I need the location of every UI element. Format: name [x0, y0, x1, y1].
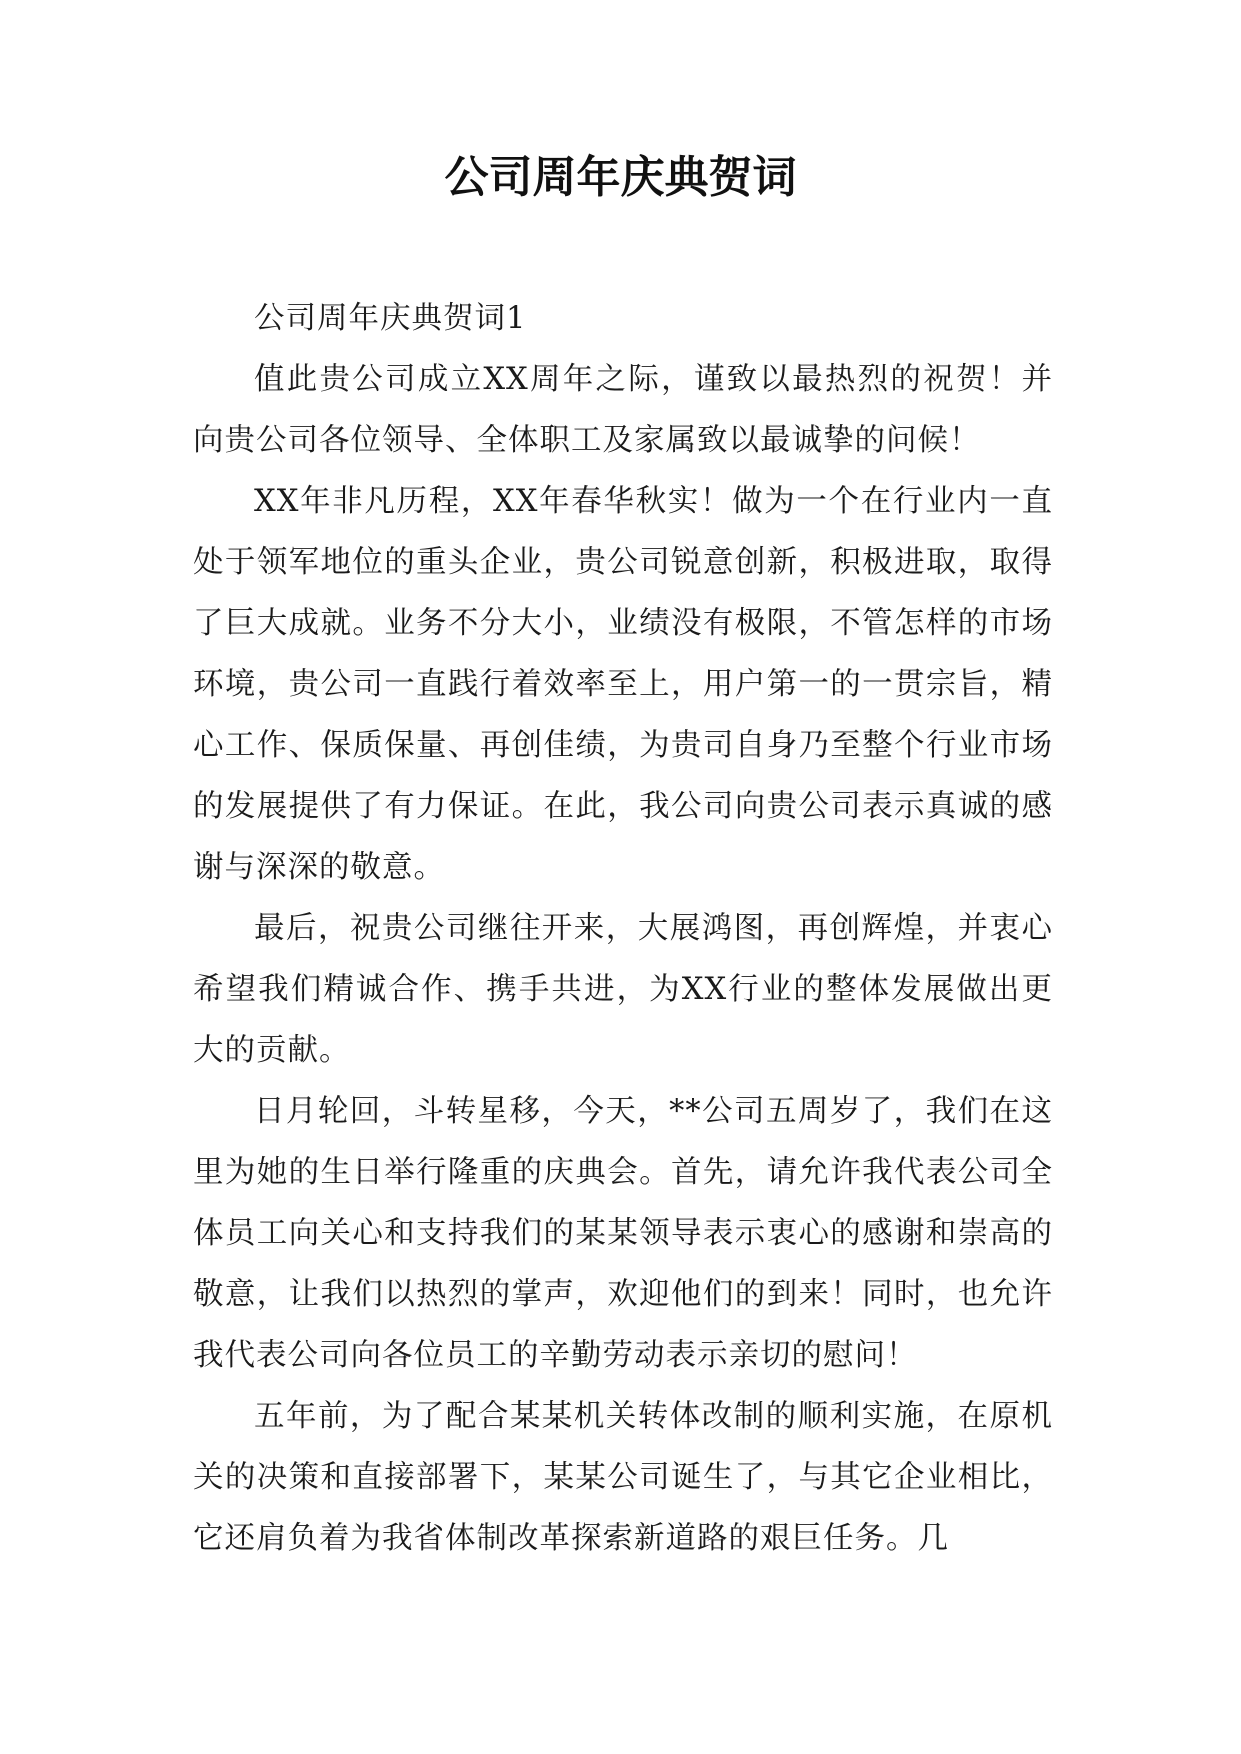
- document-body: [193, 288, 1053, 1569]
- paragraph: 值此贵公司成立XX周年之际，谨致以最热烈的祝贺！并向贵公司各位领导、全体职工及家属致以最诚挚的问候！: [193, 362, 1053, 458]
- paragraph: XX年非凡历程，XX年春华秋实！做为一个在行业内一直处于领军地位的重头企业，贵公司锐意创新，积极进取，取得了巨大成就。业务不分大小，业绩没有极限，不管怎样的市场环境，贵公司一直践行着效率至上，用户第一的一贯宗旨，精心工作、保质保量、再创佳绩，为贵司自身乃至整个行业市场的发展提供了有力保证。在此，我公司向贵公司表示真诚的感谢与深深的敬意。: [193, 484, 1053, 885]
- paragraph: 最后，祝贵公司继往开来，大展鸿图，再创辉煌，并衷心希望我们精诚合作、携手共进，为XX行业的整体发展做出更大的贡献。: [193, 911, 1053, 1068]
- document-title: 公司周年庆典贺词: [444, 152, 797, 203]
- paragraph-subtitle: 公司周年庆典贺词1: [254, 301, 527, 336]
- paragraph: 五年前，为了配合某某机关转体改制的顺利实施，在原机关的决策和直接部署下，某某公司诞生了，与其它企业相比，它还肩负着为我省体制改革探索新道路的艰巨任务。几: [193, 1399, 1053, 1556]
- paragraph: 日月轮回，斗转星移，今天，**公司五周岁了，我们在这里为她的生日举行隆重的庆典会。首先，请允许我代表公司全体员工向关心和支持我们的某某领导表示衷心的感谢和崇高的敬意，让我们以热烈的掌声，欢迎他们的到来！同时，也允许我代表公司向各位员工的辛勤劳动表示亲切的慰问！: [193, 1094, 1053, 1373]
